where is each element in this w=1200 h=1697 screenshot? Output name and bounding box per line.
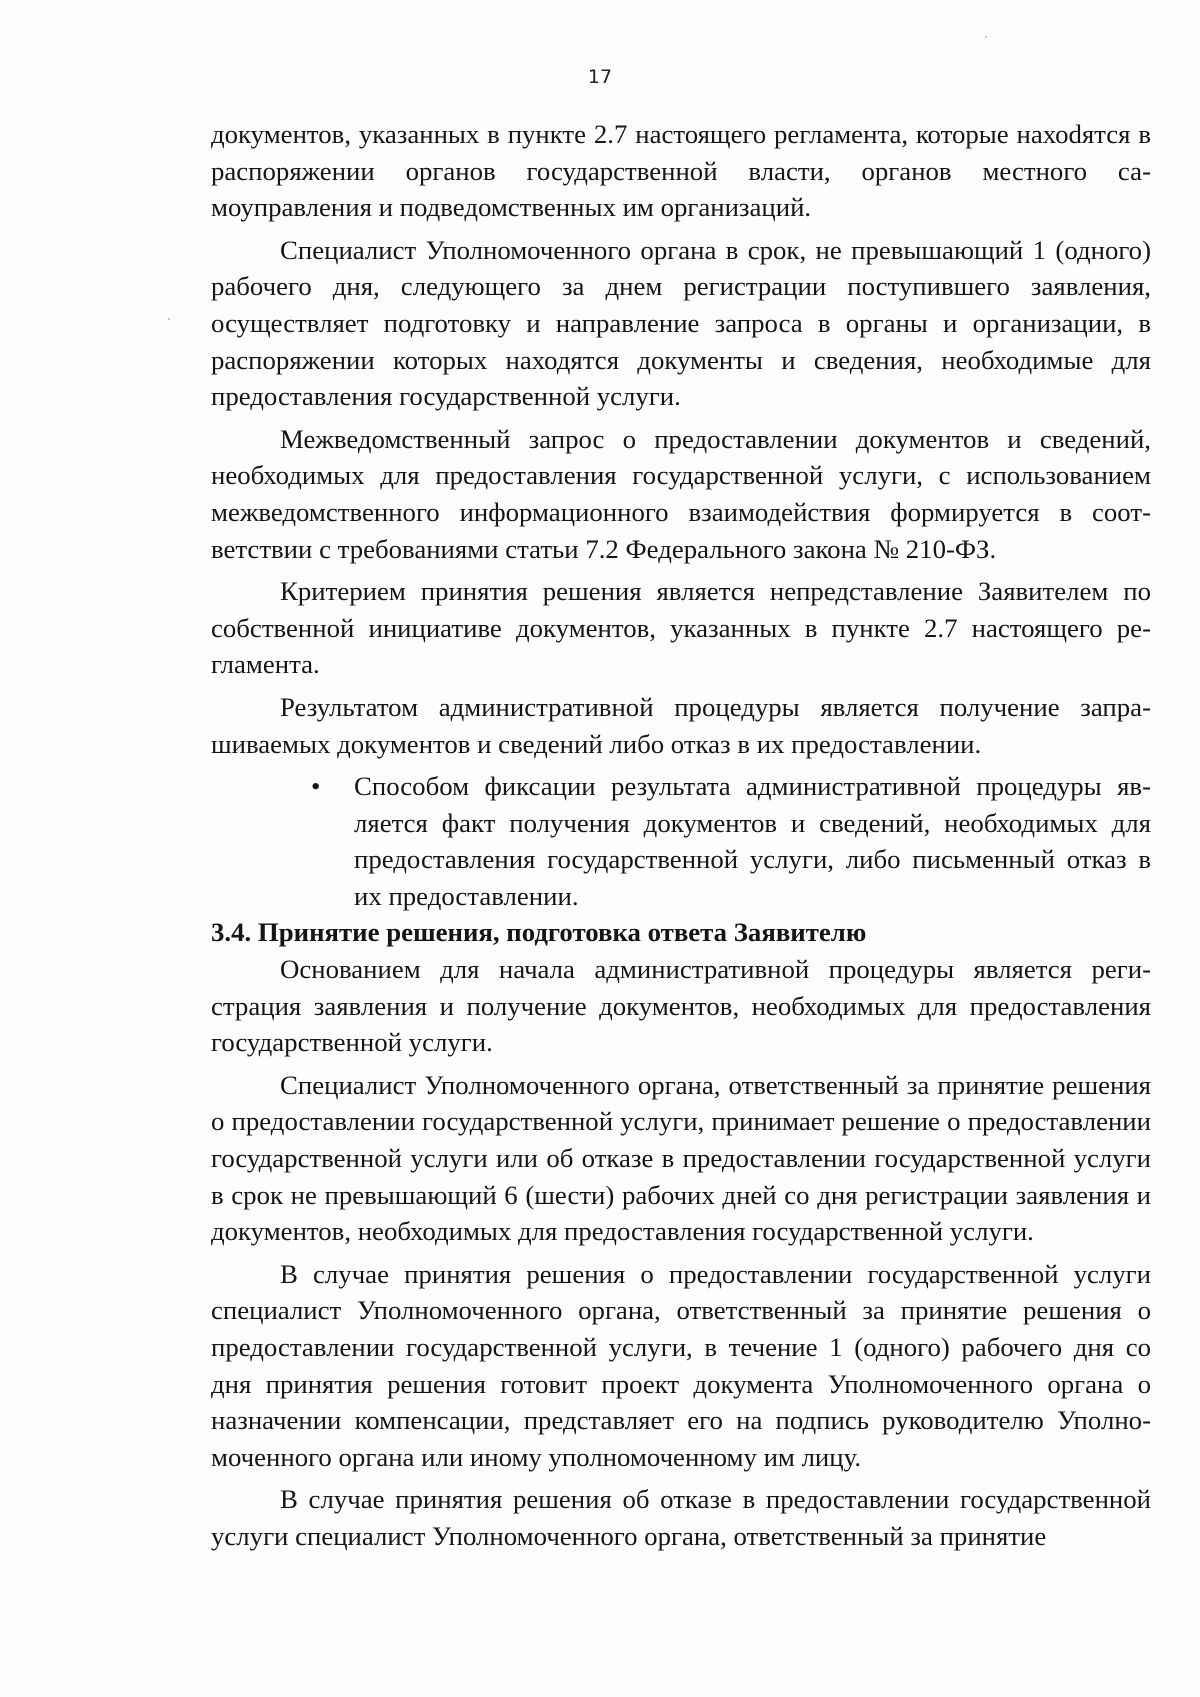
- paragraph: Основанием для начала административной процедуры является регистрация заявления и получение документов, необходимых для предоставления государственной услуги.: [211, 954, 1151, 1058]
- paragraph: Критерием принятия решения является непредставление Заявителем по собственной инициативе документов, указанных в пункте 2.7 настоящего регламента.: [211, 576, 1151, 680]
- paragraph: В случае принятия решения об отказе в предоставлении государственной услуги специалист Уполномоченного органа, ответственный за принятие: [211, 1484, 1151, 1551]
- paragraph: В случае принятия решения о предоставлении государственной услуги специалист Уполномоченного органа, ответственный за принятие решения о предоставлении государственной услуги, в течение 1 (одного) рабочего дня со дня принятия решения готовит проект документа Уполномоченного органа о назначении компенсации, представляет его на подпись руководителю Уполномоченного органа или иному уполномоченному им лицу.: [211, 1258, 1151, 1472]
- paragraph-continued: документов, указанных в пункте 2.7 настоящего регламента, которые нахоdятся в распоряжении органов государственной власти, органов местного самоуправления и подведомственных им организаций.: [211, 119, 1151, 223]
- section-heading: 3.4. Принятие решения, подготовка ответа Заявителю: [211, 917, 867, 948]
- paragraph: Результатом административной процедуры является получение запрашиваемых документов и сведений либо отказ в их предоставлении.: [211, 691, 1151, 759]
- bullet-icon: •: [311, 771, 321, 802]
- document-body: [211, 116, 1151, 1555]
- scan-artifact: [168, 318, 170, 320]
- bullet-text: Способом фиксации результата административной процедуры является факт получения документов и сведений, необходимых для предоставления государственной услуги, либо письменный отказ в их предоставлении.: [354, 771, 1151, 911]
- bullet-list-item: [211, 768, 1151, 914]
- paragraph: Специалист Уполномоченного органа, ответственный за принятие решения о предоставлении государственной услуги, принимает решение о предоставлении государственной услуги или об отказе в предоставлении государственной услуги в срок не превышающий 6 (шести) рабочих дней со дня регистрации заявления и документов, необходимых для предоставления государственной услуги.: [211, 1069, 1151, 1247]
- paragraph: Специалист Уполномоченного органа в срок, не превышающий 1 (одного) рабочего дня, следующего за днем регистрации поступившего заявления, осуществляет подготовку и направление запроса в органы и организации, в распоряжении которых находятся документы и сведения, необходимые для предоставления государственной услуги.: [211, 234, 1151, 412]
- scan-artifact: [985, 36, 987, 38]
- paragraph: Межведомственный запрос о предоставлении документов и сведений, необходимых для предоставления государственной услуги, с использованием межведомственного информационного взаимодействия формируется в соответствии с требованиями статьи 7.2 Федерального закона № 210-ФЗ.: [211, 423, 1151, 564]
- page-number: 17: [587, 66, 613, 88]
